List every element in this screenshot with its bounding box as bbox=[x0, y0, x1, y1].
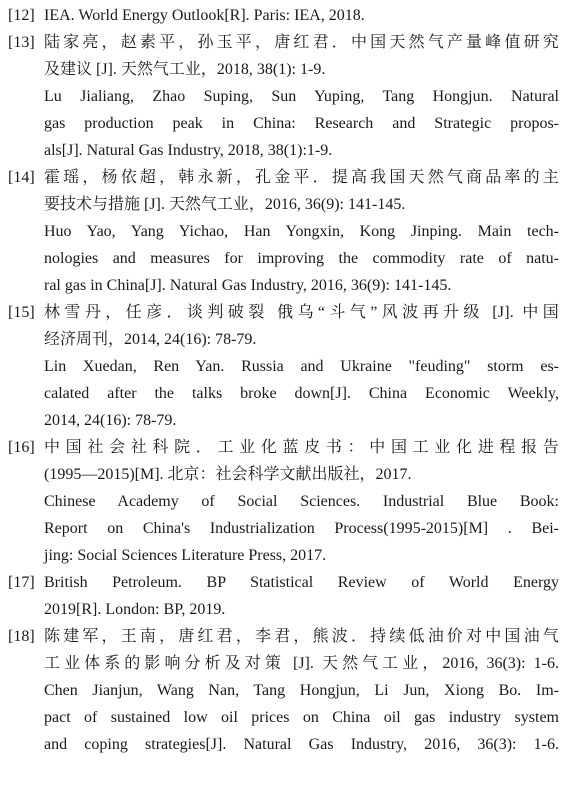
reference-line: 工业体系的影响分析及对策 [J]. 天然气工业，2016, 36(3): 1-6. bbox=[44, 655, 559, 672]
reference-12 bbox=[8, 2, 559, 29]
reference-line: gas production peak in China: Research and Strategic propos- bbox=[44, 115, 559, 132]
reference-line: 林雪丹，任彦．谈判破裂 俄乌“斗气”风波再升级 [J]. 中国 bbox=[44, 304, 559, 321]
reference-line: IEA. World Energy Outlook[R]. Paris: IEA, 2018. bbox=[44, 7, 365, 24]
reference-number: [17] bbox=[8, 574, 35, 591]
reference-line: 2019[R]. London: BP, 2019. bbox=[44, 601, 226, 618]
reference-text bbox=[44, 434, 559, 569]
reference-line: 要技术与措施 [J]. 天然气工业，2016, 36(9): 141-145. bbox=[44, 196, 406, 213]
reference-18 bbox=[8, 623, 559, 758]
reference-line: British Petroleum. BP Statistical Review of World Energy bbox=[44, 574, 559, 591]
reference-number: [12] bbox=[8, 7, 35, 24]
reference-13 bbox=[8, 29, 559, 164]
reference-text bbox=[44, 299, 559, 434]
reference-line: calated after the talks broke down[J]. China Economic Weekly, bbox=[44, 385, 559, 402]
reference-line: jing: Social Sciences Literature Press, 2017. bbox=[44, 547, 327, 564]
reference-text bbox=[44, 164, 559, 299]
reference-text bbox=[44, 569, 559, 623]
reference-line: nologies and measures for improving the commodity rate of natu- bbox=[44, 250, 559, 267]
reference-line: Chen Jianjun, Wang Nan, Tang Hongjun, Li Jun, Xiong Bo. Im- bbox=[44, 682, 559, 699]
reference-line: Report on China's Industrialization Process(1995-2015)[M] . Bei- bbox=[44, 520, 559, 537]
reference-text bbox=[44, 623, 559, 758]
reference-number: [18] bbox=[8, 628, 35, 645]
reference-number: [16] bbox=[8, 439, 35, 456]
reference-number: [15] bbox=[8, 304, 35, 321]
reference-line: 中国社会社科院．工业化蓝皮书：中国工业化进程报告 bbox=[44, 439, 559, 456]
reference-line: 2014, 24(16): 78-79. bbox=[44, 412, 177, 429]
reference-number: [14] bbox=[8, 169, 35, 186]
reference-line: ral gas in China[J]. Natural Gas Industry, 2016, 36(9): 141-145. bbox=[44, 277, 452, 294]
reference-number: [13] bbox=[8, 34, 35, 51]
reference-text bbox=[44, 29, 559, 164]
reference-15 bbox=[8, 299, 559, 434]
reference-line: als[J]. Natural Gas Industry, 2018, 38(1):1-9. bbox=[44, 142, 333, 159]
reference-line: Lin Xuedan, Ren Yan. Russia and Ukraine "feuding" storm es- bbox=[44, 358, 559, 375]
reference-line: 霍瑶，杨依超，韩永新，孔金平．提高我国天然气商品率的主 bbox=[44, 169, 559, 186]
reference-line: and coping strategies[J]. Natural Gas Industry, 2016, 36(3): 1-6. bbox=[44, 736, 559, 753]
reference-line: Chinese Academy of Social Sciences. Industrial Blue Book: bbox=[44, 493, 559, 510]
reference-line: Lu Jialiang, Zhao Suping, Sun Yuping, Tang Hongjun. Natural bbox=[44, 88, 559, 105]
reference-17 bbox=[8, 569, 559, 623]
reference-16 bbox=[8, 434, 559, 569]
reference-text bbox=[44, 2, 559, 29]
reference-line: (1995—2015)[M]. 北京：社会科学文献出版社，2017. bbox=[44, 466, 412, 483]
reference-14 bbox=[8, 164, 559, 299]
reference-line: pact of sustained low oil prices on China oil gas industry system bbox=[44, 709, 559, 726]
reference-line: 经济周刊，2014, 24(16): 78-79. bbox=[44, 331, 257, 348]
reference-line: 陈建军，王南，唐红君，李君，熊波．持续低油价对中国油气 bbox=[44, 628, 559, 645]
reference-line: Huo Yao, Yang Yichao, Han Yongxin, Kong Jinping. Main tech- bbox=[44, 223, 559, 240]
reference-line: 及建议 [J]. 天然气工业，2018, 38(1): 1-9. bbox=[44, 61, 326, 78]
reference-line: 陆家亮，赵素平，孙玉平，唐红君．中国天然气产量峰值研究 bbox=[44, 34, 559, 51]
